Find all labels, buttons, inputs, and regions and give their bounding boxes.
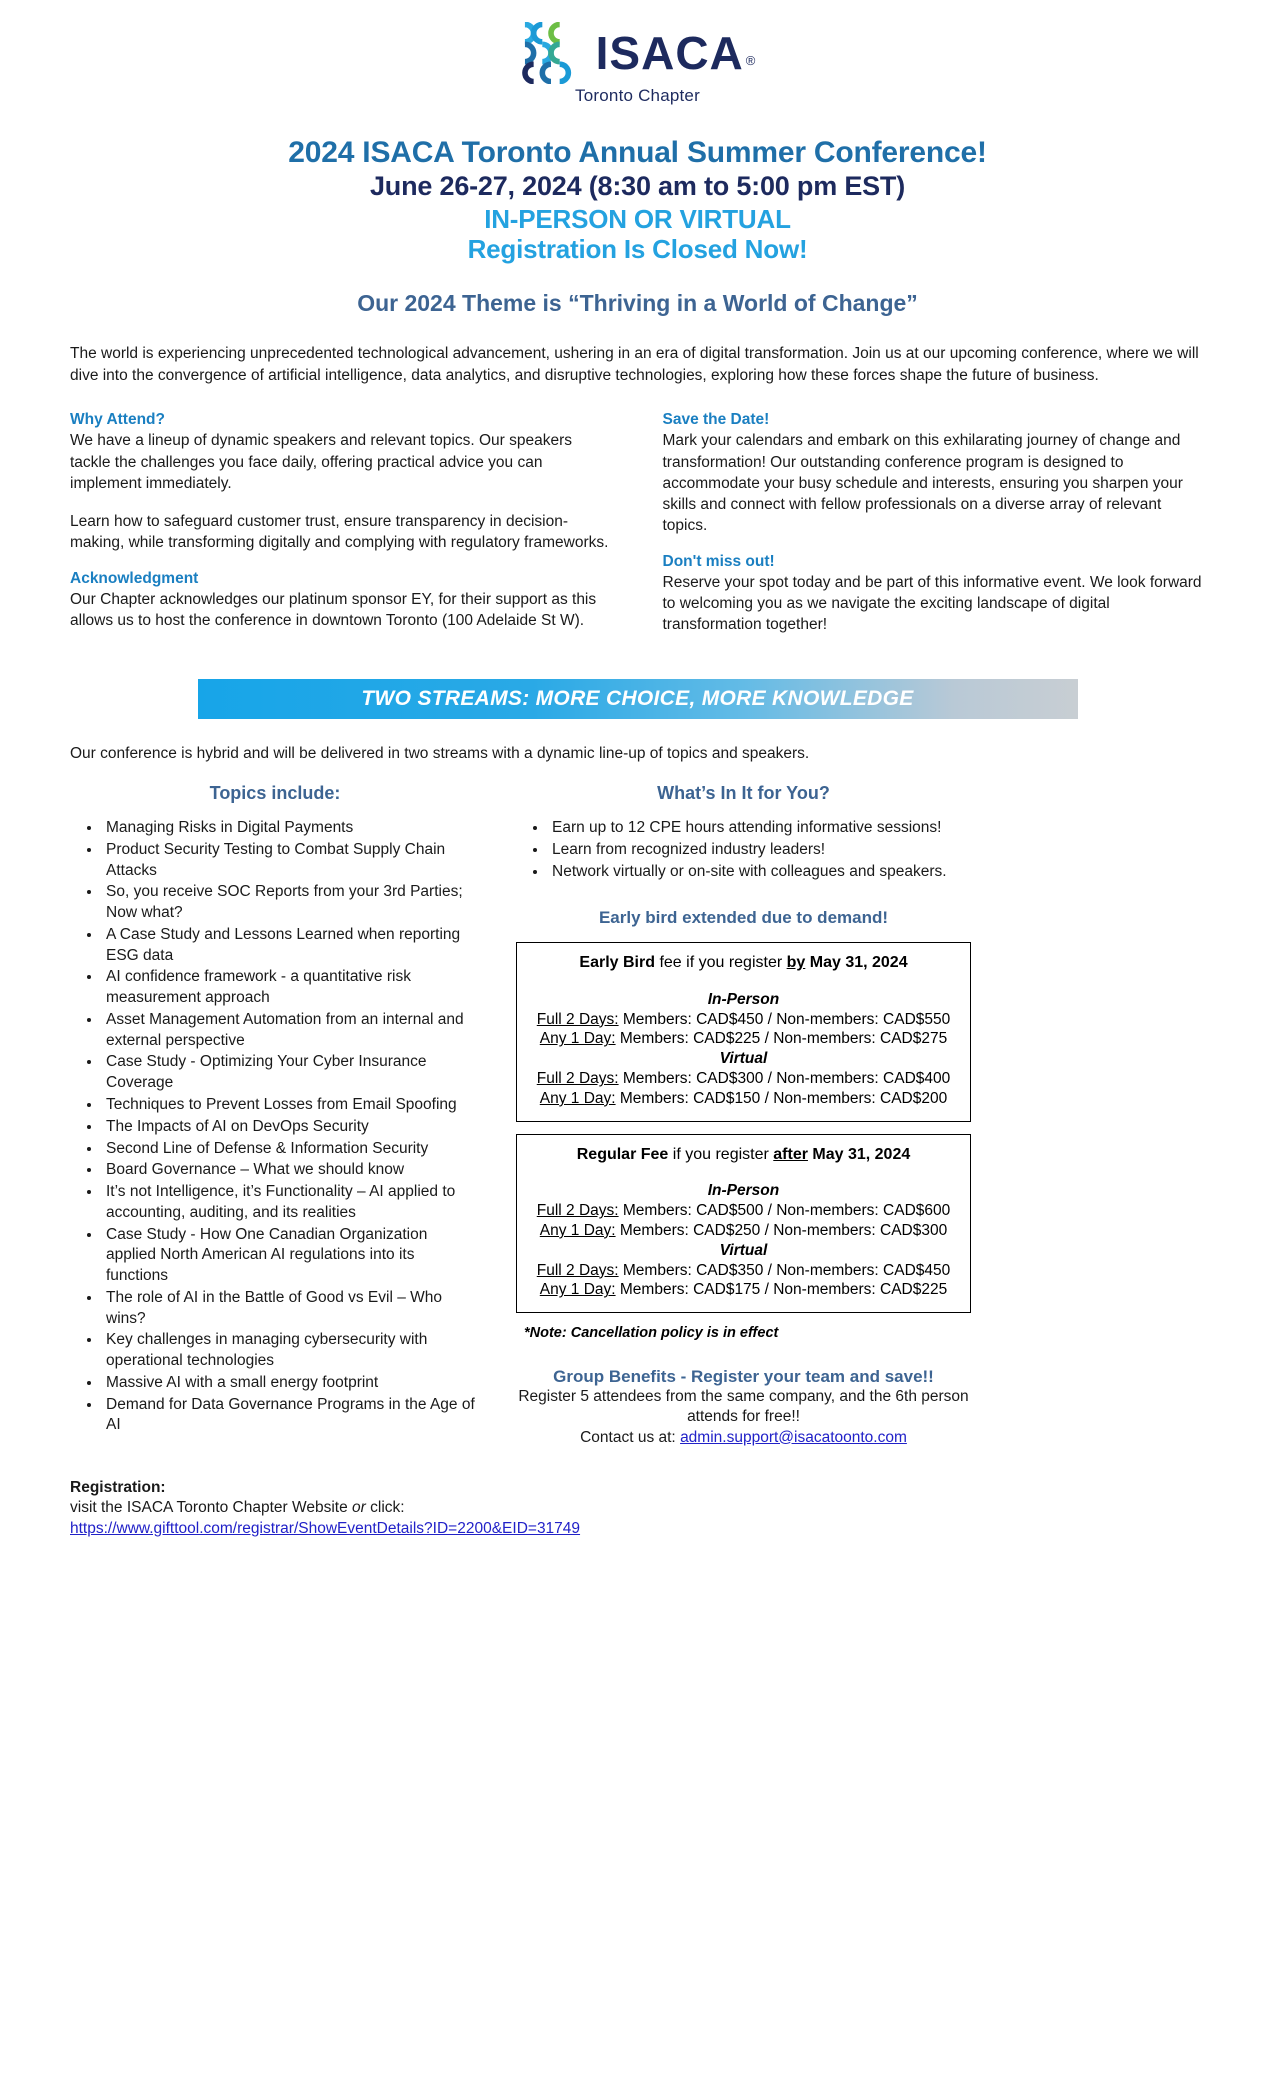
topic-list-item: • Massive AI with a small energy footprint xyxy=(102,1373,480,1394)
registered-trademark-icon: ® xyxy=(745,53,756,68)
benefits-list xyxy=(516,818,971,882)
topic-list-item: • Case Study - Optimizing Your Cyber Insurance Coverage xyxy=(102,1052,480,1094)
registration-url-link[interactable]: https://www.gifttool.com/registrar/ShowEventDetails?ID=2200&EID=31749 xyxy=(70,1519,581,1537)
registration-status: Registration Is Closed Now! xyxy=(467,234,808,265)
hybrid-note: Our conference is hybrid and will be delivered in two streams with a dynamic line-up of topics and speakers. xyxy=(70,745,810,763)
topic-list-item: • The Impacts of AI on DevOps Security xyxy=(102,1117,480,1138)
save-the-date-paragraph: Mark your calendars and embark on this exhilarating journey of change and transformation! Our outstanding conference program is designed to accommodate your busy schedule and interests, ensuring you sharpen your skills and connect with fellow professionals on a diverse array of relevant topics. xyxy=(662,432,1183,534)
registration-instruction xyxy=(70,1498,1205,1518)
benefit-list-item: • Learn from recognized industry leaders! xyxy=(548,840,971,861)
registration-instruction-or: or xyxy=(352,1499,366,1517)
page-title-block xyxy=(70,136,1205,264)
fee-boxes xyxy=(516,942,971,1313)
fee-box xyxy=(516,942,971,1121)
fee-row: Full 2 Days: Members: CAD$350 / Non-members: CAD$450 xyxy=(536,1261,951,1279)
why-attend-paragraph-2: Learn how to safeguard customer trust, ensure transparency in decision-making, while transforming digitally and complying with regulatory frameworks. xyxy=(70,512,609,551)
topic-list-item: • Techniques to Prevent Losses from Email Spoofing xyxy=(102,1095,480,1116)
topic-list-item: • Case Study - How One Canadian Organization applied North American AI regulations into its functions xyxy=(102,1225,480,1287)
fee-mode-label: In-Person xyxy=(707,990,780,1008)
registration-heading: Registration: xyxy=(70,1478,166,1496)
isaca-logo-mark-icon xyxy=(520,22,582,84)
topics-heading: Topics include: xyxy=(209,783,341,804)
topic-list-item: • It’s not Intelligence, it’s Functionality – AI applied to accounting, auditing, and its realities xyxy=(102,1182,480,1224)
topic-list-item: • Demand for Data Governance Programs in the Age of AI xyxy=(102,1395,480,1437)
group-benefits-heading: Group Benefits - Register your team and save!! xyxy=(553,1367,934,1387)
fee-mode-label: In-Person xyxy=(707,1182,780,1200)
fee-row: Full 2 Days: Members: CAD$500 / Non-members: CAD$600 xyxy=(536,1202,951,1220)
fee-row: Any 1 Day: Members: CAD$175 / Non-members: CAD$225 xyxy=(539,1281,948,1299)
info-columns xyxy=(70,411,1205,635)
topic-list-item: • Asset Management Automation from an internal and external perspective xyxy=(102,1010,480,1052)
spacer xyxy=(70,494,613,511)
benefits-heading: What’s In It for You? xyxy=(657,783,830,804)
intro-paragraph: The world is experiencing unprecedented technological advancement, ushering in an era of digital transformation. Join us at our upcoming conference, where we will dive into the convergence of artificial intelligence, data analytics, and disruptive technologies, exploring how these forces shape the future of business. xyxy=(70,345,1199,385)
fee-mode-label: Virtual xyxy=(719,1241,768,1259)
topics-column xyxy=(70,783,480,1448)
topic-list-item: • Product Security Testing to Combat Supply Chain Attacks xyxy=(102,840,480,882)
info-column-left xyxy=(70,411,613,635)
contact-email-link[interactable]: admin.support@isacatoonto.com xyxy=(680,1428,907,1446)
fee-row: Any 1 Day: Members: CAD$150 / Non-members: CAD$200 xyxy=(539,1089,948,1107)
topic-list-item: • The role of AI in the Battle of Good vs Evil – Who wins? xyxy=(102,1288,480,1330)
fee-row: Any 1 Day: Members: CAD$250 / Non-members: CAD$300 xyxy=(539,1221,948,1239)
two-streams-banner xyxy=(198,679,1078,719)
acknowledgment-paragraph: Our Chapter acknowledges our platinum sponsor EY, for their support as this allows us to host the conference in downtown Toronto (100 Adelaide St W). xyxy=(70,590,597,629)
fee-box xyxy=(516,1134,971,1313)
why-attend-paragraph-1: We have a lineup of dynamic speakers and relevant topics. Our speakers tackle the challenges you face daily, offering practical advice you can implement immediately. xyxy=(70,432,573,492)
fee-row: Full 2 Days: Members: CAD$450 / Non-members: CAD$550 xyxy=(536,1010,951,1028)
registration-footer xyxy=(70,1478,1205,1539)
dont-miss-out-paragraph: Reserve your spot today and be part of this informative event. We look forward to welcoming you as we navigate the exciting landscape of digital transformation together! xyxy=(662,573,1202,633)
info-column-right xyxy=(663,411,1206,635)
spacer xyxy=(70,553,613,570)
cancellation-note: *Note: Cancellation policy is in effect xyxy=(524,1325,779,1342)
topic-list-item: • So, you receive SOC Reports from your 3rd Parties; Now what? xyxy=(102,882,480,924)
isaca-wordmark-text: ISACA xyxy=(595,27,744,79)
fee-box-title: Regular Fee if you register after May 31, 2024 xyxy=(576,1145,911,1163)
event-dates: June 26-27, 2024 (8:30 am to 5:00 pm EST) xyxy=(369,170,906,201)
benefit-list-item: • Network virtually or on-site with colleagues and speakers. xyxy=(548,862,971,883)
event-format: IN-PERSON OR VIRTUAL xyxy=(484,204,791,235)
chapter-name: Toronto Chapter xyxy=(575,86,700,105)
save-the-date-heading: Save the Date! xyxy=(662,411,770,429)
why-attend-heading: Why Attend? xyxy=(70,411,165,429)
two-streams-banner-text: TWO STREAMS: MORE CHOICE, MORE KNOWLEDGE xyxy=(361,687,914,711)
conference-theme: Our 2024 Theme is “Thriving in a World of Change” xyxy=(357,290,918,317)
dont-miss-out-heading: Don't miss out! xyxy=(662,552,775,570)
fee-mode-label: Virtual xyxy=(719,1050,768,1068)
registration-instruction-post: click: xyxy=(365,1499,405,1517)
topic-list-item: • Key challenges in managing cybersecurity with operational technologies xyxy=(102,1330,480,1372)
acknowledgment-heading: Acknowledgment xyxy=(70,569,199,587)
topic-list-item: • Board Governance – What we should know xyxy=(102,1160,480,1181)
fee-row: Any 1 Day: Members: CAD$225 / Non-members: CAD$275 xyxy=(539,1030,948,1048)
topic-list-item: • A Case Study and Lessons Learned when reporting ESG data xyxy=(102,925,480,967)
benefit-list-item: • Earn up to 12 CPE hours attending informative sessions! xyxy=(548,818,971,839)
topics-list xyxy=(70,818,480,1436)
topic-list-item: • Second Line of Defense & Information Security xyxy=(102,1139,480,1160)
main-columns xyxy=(70,783,1205,1448)
topic-list-item: • Managing Risks in Digital Payments xyxy=(102,818,480,839)
fee-row: Full 2 Days: Members: CAD$300 / Non-members: CAD$400 xyxy=(536,1070,951,1088)
two-streams-banner-wrap xyxy=(70,679,1205,719)
logo-row xyxy=(520,22,756,84)
isaca-wordmark xyxy=(595,27,756,79)
early-bird-extended-heading: Early bird extended due to demand! xyxy=(598,908,889,928)
page-title: 2024 ISACA Toronto Annual Summer Conference! xyxy=(288,136,987,169)
contact-prefix: Contact us at: xyxy=(580,1428,681,1446)
topic-list-item: • AI confidence framework - a quantitative risk measurement approach xyxy=(102,967,480,1009)
group-contact-line xyxy=(516,1428,971,1448)
registration-instruction-pre: visit the ISACA Toronto Chapter Website xyxy=(70,1499,353,1517)
group-benefits-text: Register 5 attendees from the same company, and the 6th person attends for free!! xyxy=(518,1388,969,1426)
spacer xyxy=(663,536,1206,553)
fee-box-title: Early Bird fee if you register by May 31, 2024 xyxy=(579,954,908,972)
isaca-logo xyxy=(70,0,1205,106)
benefits-pricing-column xyxy=(516,783,971,1448)
